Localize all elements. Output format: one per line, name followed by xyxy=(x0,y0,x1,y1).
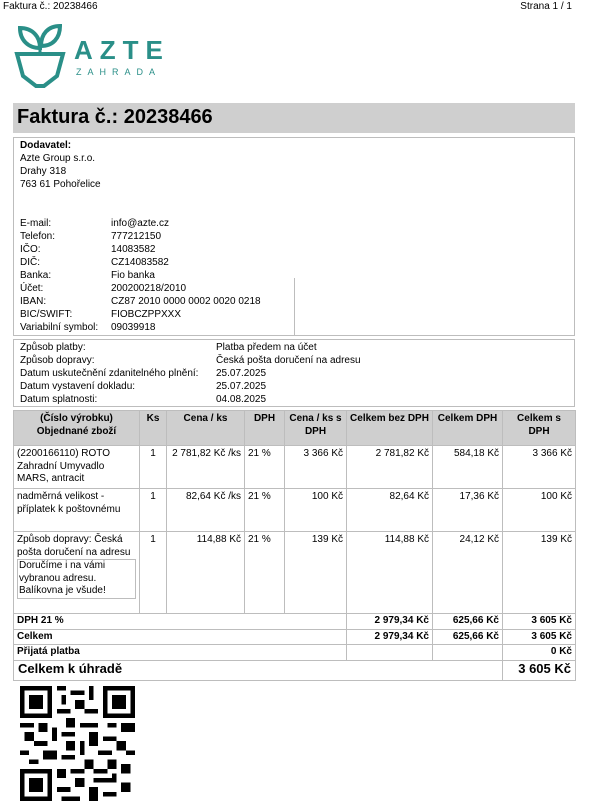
invoice-title: Faktura č.: 20238466 xyxy=(17,106,213,128)
phone-value: 777212150 xyxy=(111,231,162,242)
summary-total-novat: 2 979,34 Kč xyxy=(347,614,433,630)
total-due-label: Celkem k úhradě xyxy=(14,660,503,680)
col-price-vat: Cena / ks s DPH xyxy=(285,411,347,446)
item-cell xyxy=(14,532,140,614)
divider xyxy=(294,278,295,336)
total-withvat-cell: 100 Kč xyxy=(503,489,576,532)
col-total-novat: Celkem bez DPH xyxy=(347,411,433,446)
supplier-city: 763 61 Pohořelice xyxy=(20,179,101,190)
col-item: (Číslo výrobku) Objednané zboží xyxy=(14,411,140,446)
bank-value: Fio banka xyxy=(111,270,155,281)
payment-method-value: Platba předem na účet xyxy=(216,342,317,353)
summary-total-withvat: 0 Kč xyxy=(503,645,576,661)
item-note: Doručíme i na vámi vybranou adresu. Balíkovna je všude! xyxy=(17,559,136,599)
logo-wordmark: AZTE xyxy=(74,35,170,65)
duzp-label: Datum uskutečnění zdanitelného plnění: xyxy=(20,368,199,379)
vat-cell: 21 % xyxy=(245,489,285,532)
summary-total-novat: 2 979,34 Kč xyxy=(347,629,433,645)
qr-code xyxy=(20,686,135,801)
total-novat-cell: 2 781,82 Kč xyxy=(347,446,433,489)
col-total-withvat: Celkem s DPH xyxy=(503,411,576,446)
summary-total-vat xyxy=(433,645,503,661)
qty-cell: 1 xyxy=(140,489,167,532)
account-label: Účet: xyxy=(20,283,44,294)
payment-box xyxy=(13,339,575,407)
price-cell: 2 781,82 Kč /ks xyxy=(167,446,245,489)
items-table xyxy=(13,410,576,681)
table-row xyxy=(14,446,576,489)
col-total-vat: Celkem DPH xyxy=(433,411,503,446)
summary-label: DPH 21 % xyxy=(14,614,347,630)
item-cell: nadměrná velikost - příplatek k poštovnému xyxy=(14,489,140,532)
table-row xyxy=(14,532,576,614)
col-vat: DPH xyxy=(245,411,285,446)
total-novat-cell: 114,88 Kč xyxy=(347,532,433,614)
summary-row-total xyxy=(14,629,576,645)
total-vat-cell: 24,12 Kč xyxy=(433,532,503,614)
vs-value: 09039918 xyxy=(111,322,156,333)
ico-label: IČO: xyxy=(20,244,41,255)
dic-value: CZ14083582 xyxy=(111,257,169,268)
payment-method-label: Způsob platby: xyxy=(20,342,86,353)
vat-cell: 21 % xyxy=(245,532,285,614)
qty-cell: 1 xyxy=(140,446,167,489)
col-price: Cena / ks xyxy=(167,411,245,446)
bank-label: Banka: xyxy=(20,270,52,281)
shipping-value: Česká pošta doručení na adresu xyxy=(216,355,361,366)
price-cell: 114,88 Kč xyxy=(167,532,245,614)
qty-cell: 1 xyxy=(140,532,167,614)
email-label: E-mail: xyxy=(20,218,52,229)
summary-row-payment xyxy=(14,645,576,661)
vat-cell: 21 % xyxy=(245,446,285,489)
summary-total-vat: 625,66 Kč xyxy=(433,629,503,645)
vs-label: Variabilní symbol: xyxy=(20,322,99,333)
supplier-box xyxy=(13,137,575,336)
issue-date-value: 25.07.2025 xyxy=(216,381,267,392)
total-vat-cell: 17,36 Kč xyxy=(433,489,503,532)
col-qty: Ks xyxy=(140,411,167,446)
summary-total-novat xyxy=(347,645,433,661)
price-cell: 82,64 Kč /ks xyxy=(167,489,245,532)
total-due-row xyxy=(14,660,576,680)
swift-value: FIOBCZPPXXX xyxy=(111,309,182,320)
price-vat-cell: 100 Kč xyxy=(285,489,347,532)
ico-value: 14083582 xyxy=(111,244,156,255)
summary-total-vat: 625,66 Kč xyxy=(433,614,503,630)
price-vat-cell: 139 Kč xyxy=(285,532,347,614)
header-doc-ref: Faktura č.: 20238466 xyxy=(3,1,98,12)
table-header-row xyxy=(14,411,576,446)
iban-label: IBAN: xyxy=(20,296,47,307)
table-row xyxy=(14,489,576,532)
total-withvat-cell: 139 Kč xyxy=(503,532,576,614)
supplier-street: Drahy 318 xyxy=(20,166,67,177)
shipping-label: Způsob dopravy: xyxy=(20,355,95,366)
dic-label: DIČ: xyxy=(20,257,40,268)
total-withvat-cell: 3 366 Kč xyxy=(503,446,576,489)
invoice-title-bar xyxy=(13,103,575,133)
supplier-heading: Dodavatel: xyxy=(20,140,72,151)
summary-total-withvat: 3 605 Kč xyxy=(503,629,576,645)
swift-label: BIC/SWIFT: xyxy=(20,309,73,320)
total-due-value: 3 605 Kč xyxy=(503,660,576,680)
summary-label: Přijatá platba xyxy=(14,645,347,661)
phone-label: Telefon: xyxy=(20,231,56,242)
supplier-name: Azte Group s.r.o. xyxy=(20,153,96,164)
due-date-label: Datum splatnosti: xyxy=(20,394,98,405)
email-value: info@azte.cz xyxy=(111,218,169,229)
account-value: 200200218/2010 xyxy=(111,283,187,294)
price-vat-cell: 3 366 Kč xyxy=(285,446,347,489)
due-date-value: 04.08.2025 xyxy=(216,394,267,405)
duzp-value: 25.07.2025 xyxy=(216,368,267,379)
total-vat-cell: 584,18 Kč xyxy=(433,446,503,489)
item-text: Způsob dopravy: Česká pošta doručení na adresu xyxy=(17,534,131,558)
iban-value: CZ87 2010 0000 0002 0020 0218 xyxy=(111,296,261,307)
issue-date-label: Datum vystavení dokladu: xyxy=(20,381,136,392)
summary-total-withvat: 3 605 Kč xyxy=(503,614,576,630)
item-cell: (2200166110) ROTO Zahradní Umyvadlo MARS, antracit xyxy=(14,446,140,489)
page-number: Strana 1 / 1 xyxy=(520,1,572,12)
logo-subtitle: ZAHRADA xyxy=(76,67,162,77)
logo-leaf-icon xyxy=(14,24,66,88)
summary-row-vat xyxy=(14,614,576,630)
total-novat-cell: 82,64 Kč xyxy=(347,489,433,532)
summary-label: Celkem xyxy=(14,629,347,645)
